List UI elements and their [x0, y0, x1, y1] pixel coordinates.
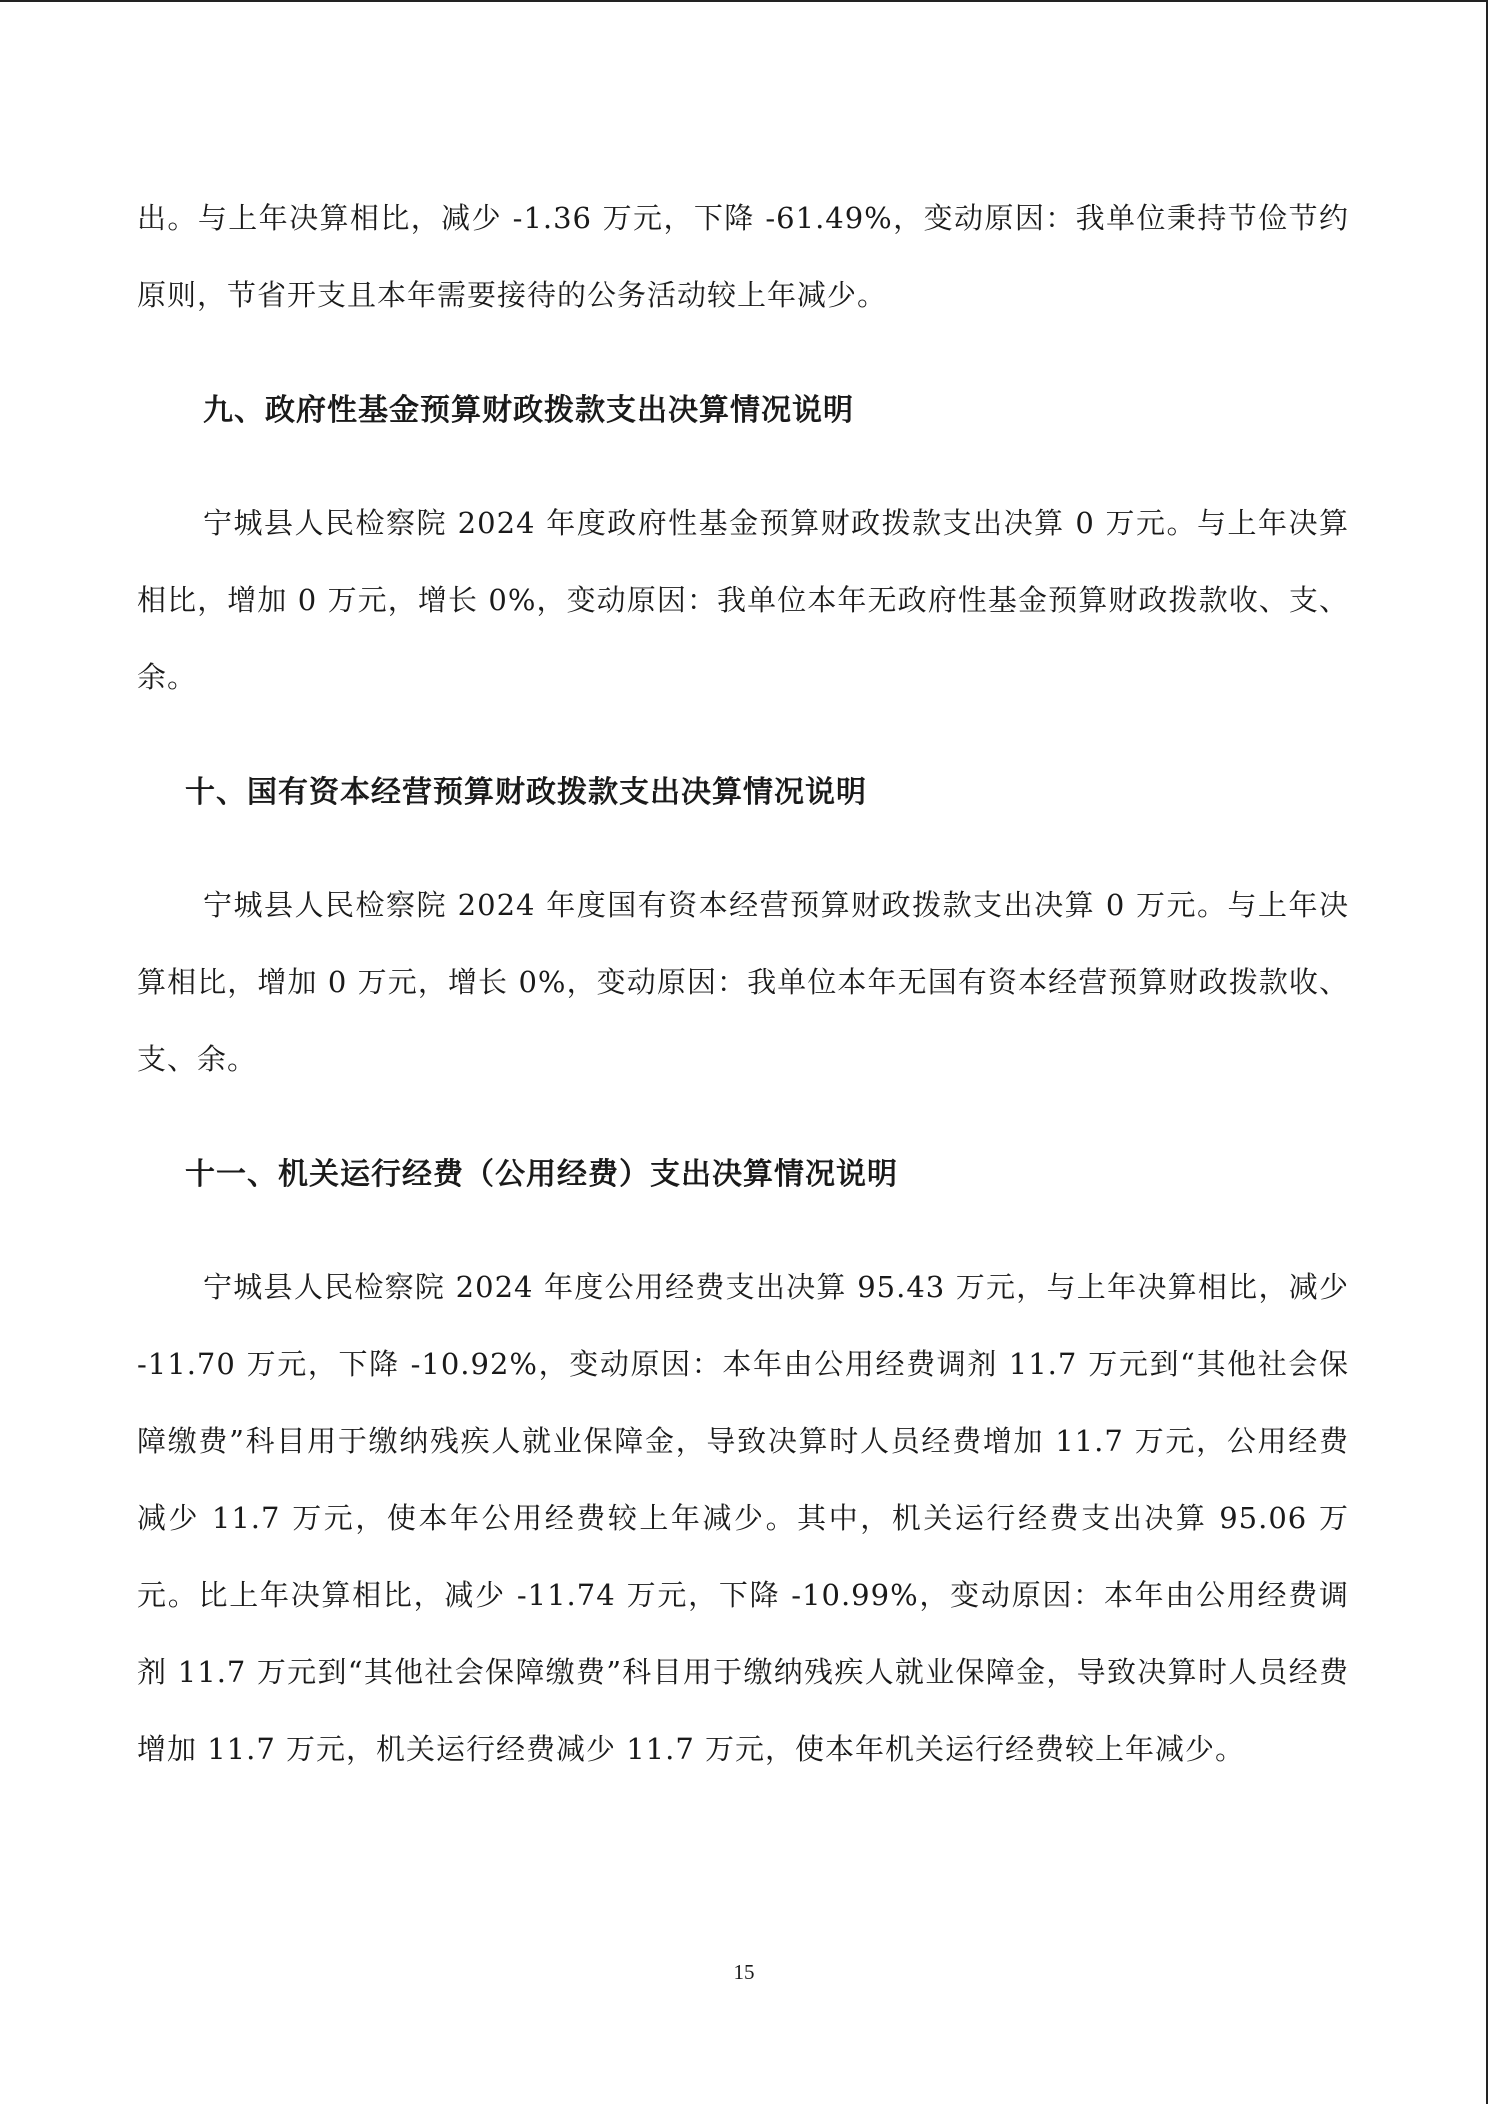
- section-10-paragraph: 宁城县人民检察院 2024 年度国有资本经营预算财政拨款支出决算 0 万元。与上年决算相比，增加 0 万元，增长 0%，变动原因：我单位本年无国有资本经营预算财政拨款收、支、余。: [137, 888, 1349, 1076]
- section-heading-9: 九、政府性基金预算财政拨款支出决算情况说明: [203, 393, 854, 428]
- document-body: [137, 180, 1349, 1788]
- section-heading-11: 十一、机关运行经费（公用经费）支出决算情况说明: [185, 1157, 898, 1192]
- continuation-paragraph: 出。与上年决算相比，减少 -1.36 万元，下降 -61.49%，变动原因：我单位秉持节俭节约原则，节省开支且本年需要接待的公务活动较上年减少。: [137, 201, 1349, 312]
- page-border-top: [0, 0, 1488, 2]
- section-heading-10: 十、国有资本经营预算财政拨款支出决算情况说明: [185, 775, 867, 810]
- page-number: 15: [733, 1960, 755, 1984]
- section-11-paragraph: 宁城县人民检察院 2024 年度公用经费支出决算 95.43 万元，与上年决算相比，减少 -11.70 万元，下降 -10.92%，变动原因：本年由公用经费调剂 11.7 万元到“其他社会保障缴费”科目用于缴纳残疾人就业保障金，导致决算时人员经费增加 11.7 万元，公用经费减少 11.7 万元，使本年公用经费较上年减少。其中，机关运行经费支出决算 95.06 万元。比上年决算相比，减少 -11.74 万元，下降 -10.99%，变动原因：本年由公用经费调剂 11.7 万元到“其他社会保障缴费”科目用于缴纳残疾人就业保障金，导致决算时人员经费增加 11.7 万元，机关运行经费减少 11.7 万元，使本年机关运行经费较上年减少。: [137, 1270, 1349, 1766]
- section-9-paragraph: 宁城县人民检察院 2024 年度政府性基金预算财政拨款支出决算 0 万元。与上年决算相比，增加 0 万元，增长 0%，变动原因：我单位本年无政府性基金预算财政拨款收、支、余。: [137, 506, 1349, 694]
